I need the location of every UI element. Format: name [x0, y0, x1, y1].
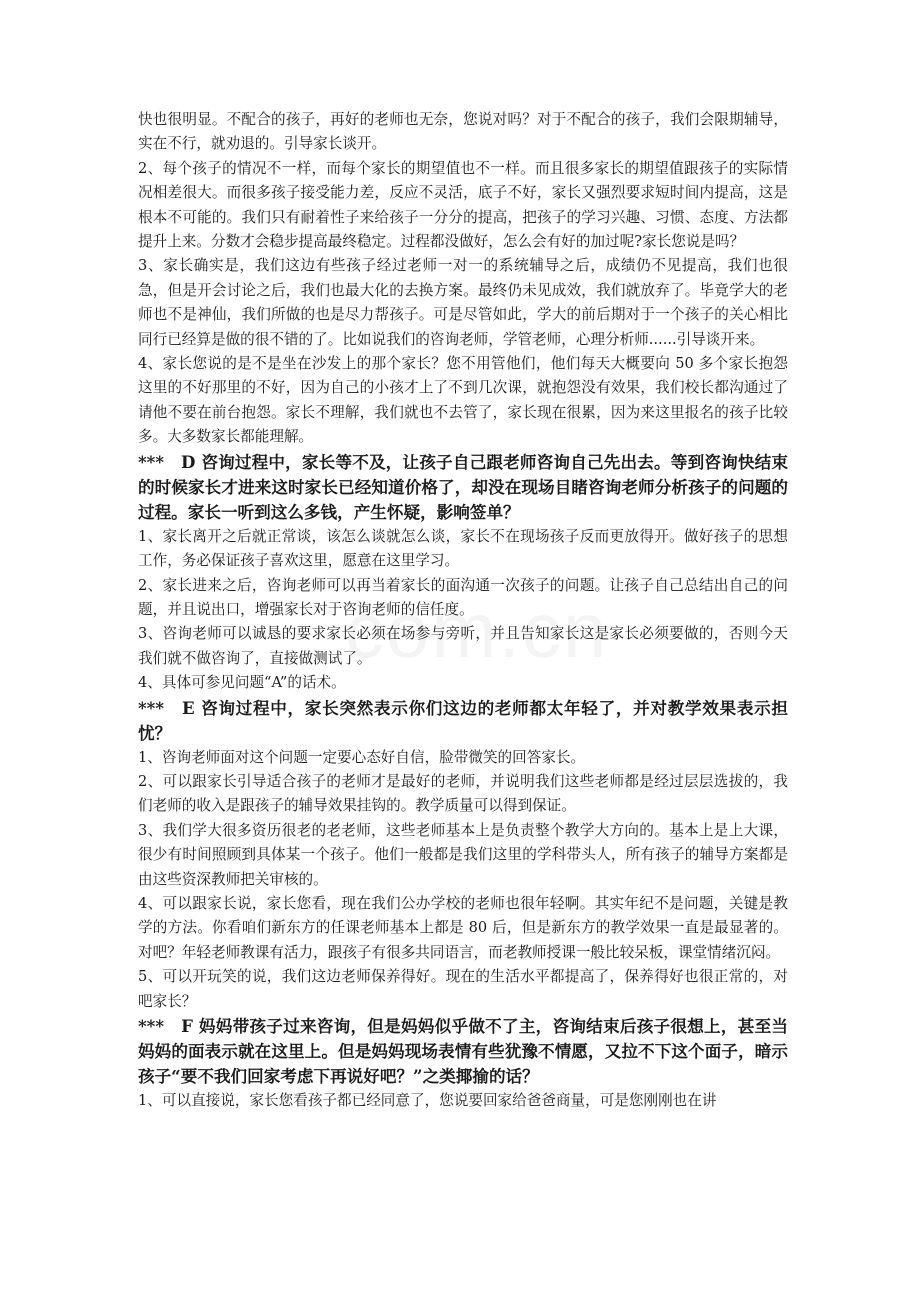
paragraph: 2、可以跟家长引导适合孩子的老师才是最好的老师，并说明我们这些老师都是经过层层选拔的，我们老师的收入是跟孩子的辅导效果挂钩的。教学质量可以得到保证。 [138, 772, 788, 815]
paragraph: 4、可以跟家长说，家长您看，现在我们公办学校的老师也很年轻啊。其实年纪不是问题，关键是教学的方法。你看咱们新东方的任课老师基本上都是 80 后，但是新东方的教学效果一直是最显著的。对吧？年轻老师教课有活力，跟孩子有很多共同语言，而老教师授课一般比较呆板，课堂情绪沉闷。 [138, 894, 788, 961]
paragraph: 1、咨询老师面对这个问题一定要心态好自信，脸带微笑的回答家长。 [138, 748, 586, 766]
paragraph: 2、每个孩子的情况不一样，而每个家长的期望值也不一样。而且很多家长的期望值跟孩子的实际情况相差很大。而很多孩子接受能力差，反应不灵活，底子不好，家长又强烈要求短时间内提高，这是根本不可能的。我们只有耐着性子来给孩子一分分的提高，把孩子的学习兴趣、习惯、态度、方法都提升上来。分数才会稳步提高最终稳定。过程都没做好，怎么会有好的加过呢?家长您说是吗？ [138, 159, 788, 251]
section-heading-f: *** F 妈妈带孩子过来咨询，但是妈妈似乎做不了主，咨询结束后孩子很想上，甚至当妈妈的面表示就在这里上。但是妈妈现场表情有些犹豫不情愿，又拉不下这个面子，暗示孩子“要不我们回家考虑下再说好吧？”之类揶揄的话？ [138, 1016, 788, 1086]
paragraph: 3、咨询老师可以诚恳的要求家长必须在场参与旁听，并且告知家长这是家长必须要做的，否则今天我们就不做咨询了，直接做测试了。 [138, 625, 788, 667]
section-heading-e: *** E 咨询过程中，家长突然表示你们这边的老师都太年轻了，并对教学效果表示担忧？ [138, 697, 788, 743]
paragraph: 2、家长进来之后，咨询老师可以再当着家长的面沟通一次孩子的问题。让孩子自己总结出自己的问题，并且说出口，增强家长对于咨询老师的信任度。 [138, 576, 788, 618]
section-heading-d: *** D 咨询过程中，家长等不及，让孩子自己跟老师咨询自己先出去。等到咨询快结束的时候家长才进来这时家长已经知道价格了，却没在现场目睹咨询老师分析孩子的问题的过程。家长一听到这么多钱，产生怀疑，影响签单？ [138, 451, 788, 522]
paragraph: 1、家长离开之后就正常谈，该怎么谈就怎么谈，家长不在现场孩子反而更放得开。做好孩子的思想工作，务必保证孩子喜欢这里，愿意在这里学习。 [138, 527, 788, 570]
paragraph: 5、可以开玩笑的说，我们这边老师保养得好。现在的生活水平都提高了，保养得好也很正常的，对吧家长？ [138, 968, 788, 1010]
paragraph: 4、具体可参见问题“A”的话术。 [138, 674, 346, 692]
paragraph: 3、家长确实是，我们这边有些孩子经过老师一对一的系统辅导之后，成绩仍不见提高，我们也很急，但是开会讨论之后，我们也最大化的去换方案。最终仍未见成效，我们就放弃了。毕竟学大的老师也不是神仙，我们所做的也是尽力帮孩子。可是尽管如此，学大的前后期对于一个孩子的关心相比同行已经算是做的很不错的了。比如说我们的咨询老师，学管老师，心理分析师......引导谈开来。 [138, 257, 788, 348]
paragraph: 快也很明显。不配合的孩子，再好的老师也无奈，您说对吗？对于不配合的孩子，我们会限期辅导，实在不行，就劝退的。引导家长谈开。 [138, 111, 788, 153]
paragraph: 1、可以直接说，家长您看孩子都已经同意了，您说要回家给爸爸商量，可是您刚刚也在讲 [138, 1092, 717, 1109]
paragraph: 3、我们学大很多资历很老的老老师，这些老师基本上是负责整个教学大方向的。基本上是上大课，很少有时间照顾到具体某一个孩子。他们一般都是我们这里的学科带头人，所有孩子的辅导方案都是由这些资深教师把关审核的。 [138, 821, 788, 888]
paragraph: 4、家长您说的是不是坐在沙发上的那个家长？您不用管他们，他们每天大概要向 50 多个家长抱怨这里的不好那里的不好，因为自己的小孩才上了不到几次课，就抱怨没有效果，我们校长都沟通过了请他不要在前台抱怨。家长不理解，我们就也不去管了，家长现在很累，因为来这里报名的孩子比较多。大多数家长都能理解。 [138, 355, 788, 446]
document-body [138, 108, 788, 1113]
